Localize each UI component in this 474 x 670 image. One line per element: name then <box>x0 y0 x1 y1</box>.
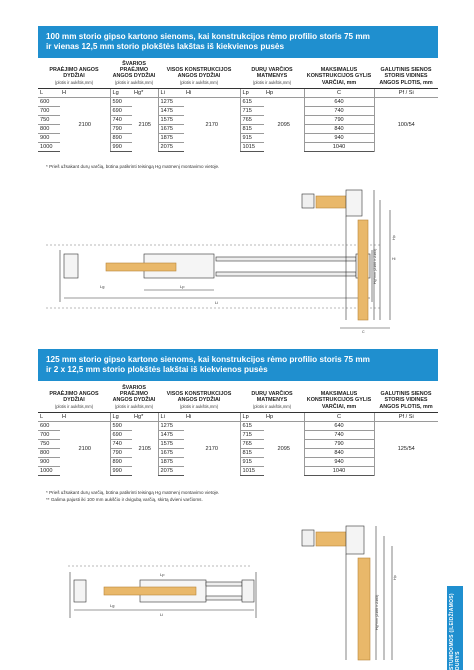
cell-lp: 1015 <box>240 142 264 151</box>
header-clear-passage-size: ŠVARIOS PRAĖJIMO ANGOS DYDŽIAI (plotis ir aukštis,mm) <box>112 385 156 409</box>
cell-lp: 615 <box>240 421 264 430</box>
cell-lg: 740 <box>110 115 132 124</box>
cell-pfsi: 100/54 <box>374 97 438 151</box>
door-leaf-plan <box>106 263 176 271</box>
header-max-depth: MAKSIMALUS KONSTRUKCIJOS GYLIS VARČIAI, mm <box>306 391 372 410</box>
label-lg: Lg <box>110 603 115 608</box>
cell-pfsi: 125/54 <box>374 421 438 475</box>
cell-l: 900 <box>38 457 60 466</box>
cell-li: 1575 <box>158 439 184 448</box>
cell-c: 790 <box>304 115 374 124</box>
section-title-line1: 100 mm storio gipso kartono sienoms, kai konstrukcijos rėmo profilio storis 75 mm <box>46 32 370 41</box>
cell-lp: 615 <box>240 97 264 106</box>
section-title-line1: 125 mm storio gipso kartono sienoms, kai konstrukcijos rėmo profilio storis 75 mm <box>46 355 370 364</box>
dimensions-table <box>38 384 438 476</box>
cell-c: 740 <box>304 430 374 439</box>
door-leaf-section <box>358 220 368 320</box>
cell-c: 790 <box>304 439 374 448</box>
cell-lp: 915 <box>240 457 264 466</box>
cell-li: 2075 <box>158 142 184 151</box>
label-lp: Lp <box>160 572 165 577</box>
cell-l: 900 <box>38 133 60 142</box>
cell-c: 640 <box>304 97 374 106</box>
cell-lg: 590 <box>110 97 132 106</box>
plan-view-drawing <box>46 245 380 308</box>
cell-lg: 790 <box>110 448 132 457</box>
cell-hi: 2170 <box>184 97 240 151</box>
sym-lg: Lg <box>110 412 132 421</box>
cell-lg: 690 <box>110 106 132 115</box>
cell-l: 600 <box>38 421 60 430</box>
cell-lp: 715 <box>240 430 264 439</box>
sym-pfsi: Pf / Si <box>374 412 438 421</box>
cell-li: 1475 <box>158 430 184 439</box>
cell-li: 1275 <box>158 97 184 106</box>
plan-view-labels <box>100 284 363 305</box>
sym-lp: Lp <box>240 412 264 421</box>
technical-drawing <box>40 510 440 665</box>
cell-c: 940 <box>304 457 374 466</box>
table-row <box>38 97 438 106</box>
cell-l: 1000 <box>38 142 60 151</box>
cell-li: 1275 <box>158 421 184 430</box>
cell-hg: 2105 <box>132 421 158 475</box>
label-hg-long: Hg*mm (2100 ir 2105) <box>373 248 377 284</box>
cell-lg: 590 <box>110 421 132 430</box>
sym-hi: Hi <box>184 412 240 421</box>
label-lg: Lg <box>100 284 105 289</box>
header-max-depth: MAKSIMALUS KONSTRUKCIJOS GYLIS VARČIAI, mm <box>306 67 372 86</box>
cell-c: 1040 <box>304 142 374 151</box>
cell-c: 1040 <box>304 466 374 475</box>
cell-l: 600 <box>38 97 60 106</box>
section-view-drawing <box>302 526 392 660</box>
cell-hp: 2095 <box>264 421 304 475</box>
cell-c: 840 <box>304 448 374 457</box>
table-row <box>38 421 438 430</box>
cell-lg: 740 <box>110 439 132 448</box>
sym-li: Li <box>158 412 184 421</box>
door-leaf-section <box>358 558 370 660</box>
cell-lg: 690 <box>110 430 132 439</box>
section-view-labels <box>375 575 397 630</box>
cell-lp: 815 <box>240 448 264 457</box>
sym-h: H <box>60 412 110 421</box>
header-clear-passage-size: ŠVARIOS PRAĖJIMO ANGOS DYDŽIAI (plotis ir aukštis,mm) <box>112 61 156 85</box>
cell-l: 800 <box>38 448 60 457</box>
footnote: ** Galima pajusti iki 100 mm aukščio ir dvigubą varčią, skirtą dvieni varčioms. <box>46 497 203 502</box>
cell-li: 1575 <box>158 115 184 124</box>
header-construction-opening: VISOS KONSTRUKCIJOS ANGOS DYDŽIAI (plotis ir aukštis,mm) <box>166 67 232 85</box>
sym-hi: Hi <box>184 88 240 97</box>
sym-l: L <box>38 412 60 421</box>
footnote: * Prieš užsakant durų varčią, būtina patikrinti teisingą Hg matmenį montavimo vietoje. <box>46 490 220 495</box>
sym-c: C <box>304 88 374 97</box>
cell-li: 1675 <box>158 448 184 457</box>
cell-hp: 2095 <box>264 97 304 151</box>
sym-l: L <box>38 88 60 97</box>
dimensions-table <box>38 60 438 152</box>
cell-l: 750 <box>38 115 60 124</box>
cell-li: 1675 <box>158 124 184 133</box>
technical-drawing <box>40 180 440 340</box>
cell-li: 1875 <box>158 133 184 142</box>
header-wall-thickness: GALUTINIS SIENOS STORIS VIDINES ANGOS PLOTIS, mm <box>379 391 433 410</box>
cell-li: 1875 <box>158 457 184 466</box>
cell-lg: 790 <box>110 124 132 133</box>
sym-hp: Hp <box>264 88 304 97</box>
section-title-banner <box>38 26 438 58</box>
sym-lg: Lg <box>110 88 132 97</box>
header-passage-size: PRAĖJIMO ANGOS DYDŽIAI (plotis ir aukštis,mm) <box>49 67 99 85</box>
cell-hg: 2105 <box>132 97 158 151</box>
cell-lp: 765 <box>240 439 264 448</box>
cell-lg: 990 <box>110 142 132 151</box>
label-lp: Lp <box>180 284 185 289</box>
cell-h: 2100 <box>60 97 110 151</box>
sym-li: Li <box>158 88 184 97</box>
label-hp: Hp <box>393 575 397 580</box>
section-title-banner <box>38 349 438 381</box>
cell-lg: 890 <box>110 457 132 466</box>
sym-hp: Hp <box>264 412 304 421</box>
header-construction-opening: VISOS KONSTRUKCIJOS ANGOS DYDŽIAI (plotis ir aukštis,mm) <box>166 391 232 409</box>
sym-c: C <box>304 412 374 421</box>
header-wall-thickness: GALUTINIS SIENOS STORIS VIDINES ANGOS PLOTIS, mm <box>379 67 433 86</box>
cell-l: 750 <box>38 439 60 448</box>
cell-li: 1475 <box>158 106 184 115</box>
header-passage-size: PRAĖJIMO ANGOS DYDŽIAI (plotis ir aukštis,mm) <box>49 391 99 409</box>
cell-c: 740 <box>304 106 374 115</box>
cell-lp: 815 <box>240 124 264 133</box>
cell-li: 2075 <box>158 466 184 475</box>
sym-hg: Hg* <box>132 412 158 421</box>
label-li: Li <box>215 300 219 305</box>
cell-lg: 890 <box>110 133 132 142</box>
cell-l: 1000 <box>38 466 60 475</box>
sym-hg: Hg* <box>132 88 158 97</box>
door-leaf-plan <box>104 587 196 595</box>
sym-pfsi: Pf / Si <box>374 88 438 97</box>
cell-lp: 765 <box>240 115 264 124</box>
footnote: * Prieš užsakant durų varčią, būtina patikrinti teisingą Hg matmenį montavimo vietoje. <box>46 164 220 169</box>
label-hg-long: Hg*mm (2100 ir 2105) <box>375 594 379 630</box>
cell-lp: 715 <box>240 106 264 115</box>
cell-c: 840 <box>304 124 374 133</box>
cell-l: 800 <box>38 124 60 133</box>
section-title-line2: ir vienas 12,5 mm storio plokštės lakštas iš kiekvienos pusės <box>46 42 285 51</box>
cell-lg: 990 <box>110 466 132 475</box>
label-c: C <box>362 330 365 334</box>
header-door-leaf: DURŲ VARČIOS MATMENYS (plotis ir aukštis,mm) <box>251 391 293 409</box>
cell-l: 700 <box>38 430 60 439</box>
cell-c: 640 <box>304 421 374 430</box>
cell-c: 940 <box>304 133 374 142</box>
cell-h: 2100 <box>60 421 110 475</box>
label-hp: Hp <box>392 235 396 240</box>
sym-lp: Lp <box>240 88 264 97</box>
cell-lp: 915 <box>240 133 264 142</box>
cell-lp: 1015 <box>240 466 264 475</box>
chapter-side-tab: STUMDOMOS (ĮLEIDŽIAMOS) DURYS <box>447 586 463 670</box>
section-title-line2: ir 2 x 12,5 mm storio plokštės lakštai iš kiekvienos pusės <box>46 365 268 374</box>
cell-l: 700 <box>38 106 60 115</box>
label-li: Li <box>160 612 164 617</box>
cell-hi: 2170 <box>184 421 240 475</box>
sym-h: H <box>60 88 110 97</box>
label-hi: Hi <box>392 257 396 261</box>
header-door-leaf: DURŲ VARČIOS MATMENYS (plotis ir aukštis,mm) <box>251 67 293 85</box>
